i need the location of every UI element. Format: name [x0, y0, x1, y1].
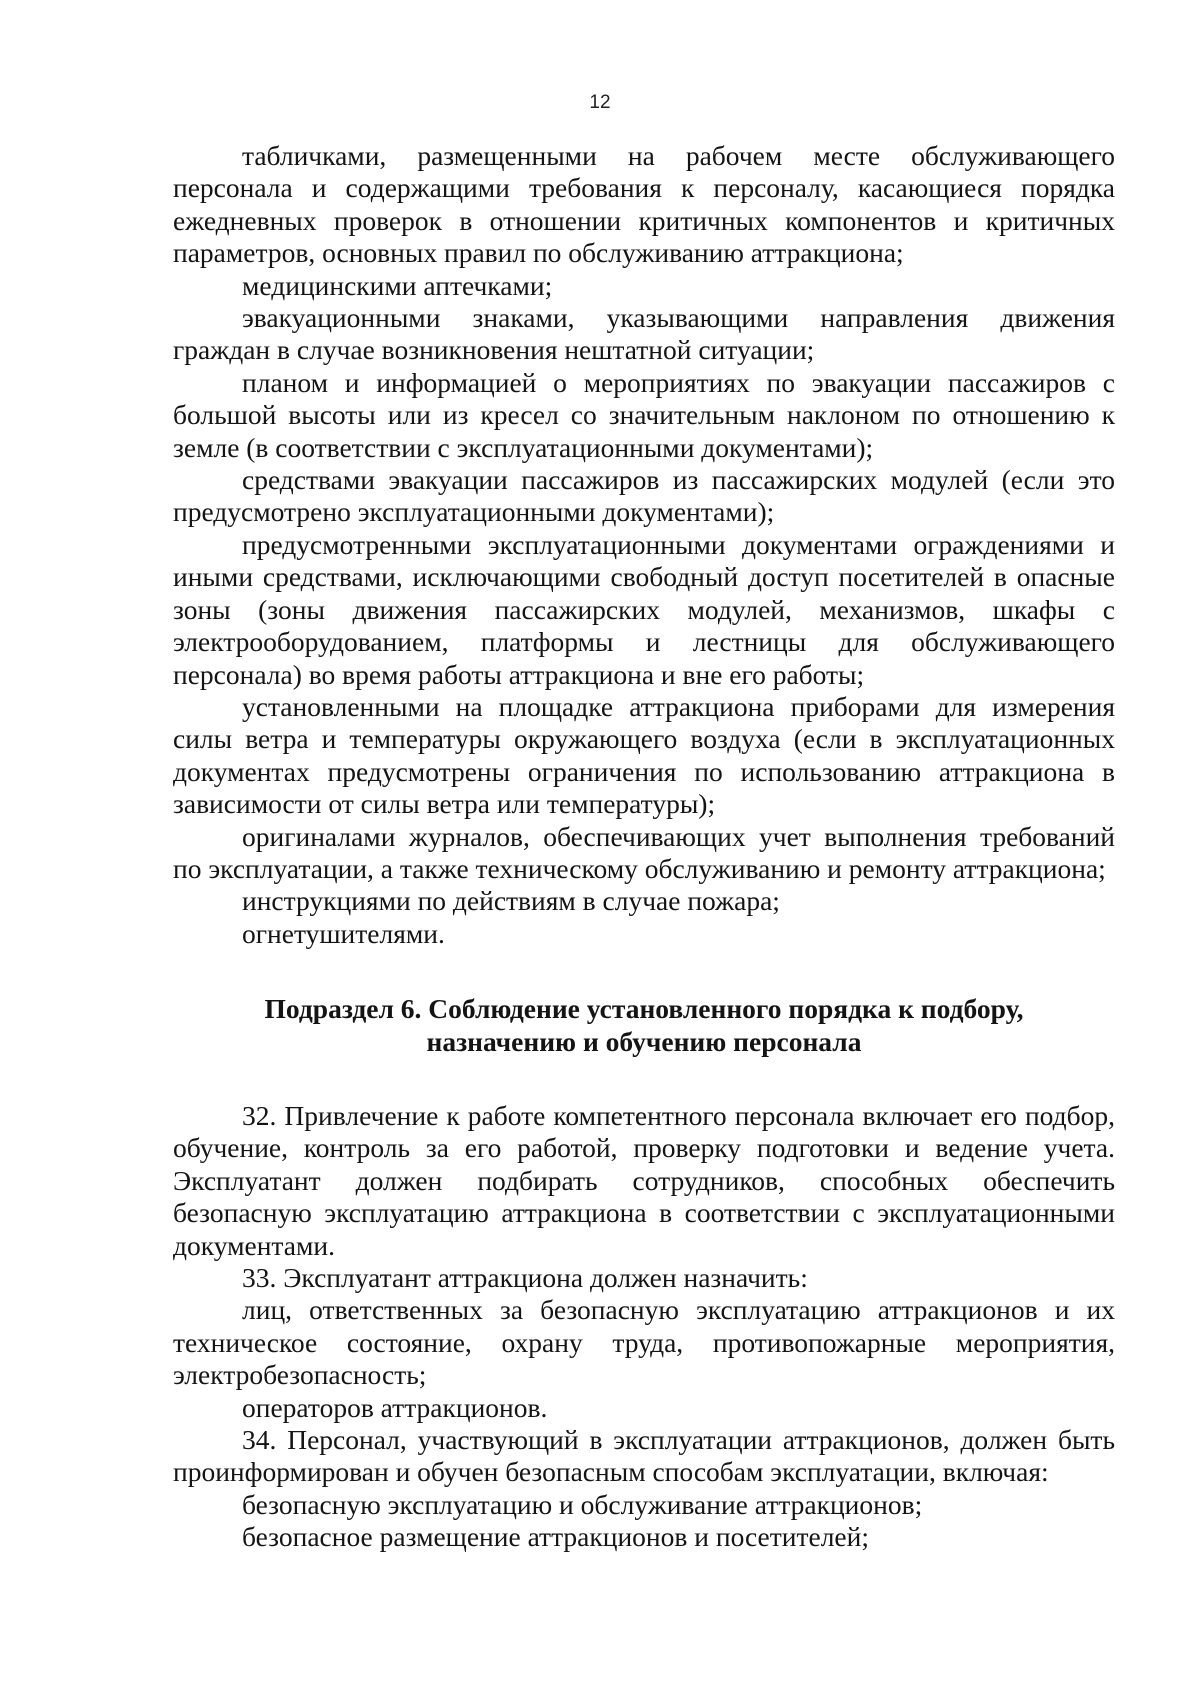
section-heading [173, 993, 1115, 1058]
paragraph: эвакуационными знаками, указывающими направления движения граждан в случае возникновения нештатной ситуации; [173, 302, 1115, 366]
equipment-list [173, 140, 1115, 950]
paragraph: 34. Персонал, участвующий в эксплуатации аттракционов, должен быть проинформирован и обучен безопасным способам эксплуатации, включая: [173, 1424, 1115, 1488]
section-heading-line: назначению и обучению персонала [426, 1025, 862, 1057]
paragraph: безопасное размещение аттракционов и посетителей; [242, 1521, 869, 1553]
paragraph: установленными на площадке аттракциона приборами для измерения силы ветра и температуры окружающего воздуха (если в эксплуатационных документах предусмотрены ограничения по использованию аттракциона в зависимости от силы ветра или температуры); [173, 690, 1115, 820]
paragraph: оригиналами журналов, обеспечивающих учет выполнения требований по эксплуатации, а также техническому обслуживанию и ремонту аттракциона; [173, 820, 1115, 884]
paragraph: инструкциями по действиям в случае пожара; [242, 885, 780, 917]
paragraph: операторов аттракционов. [242, 1391, 548, 1423]
paragraph: планом и информацией о мероприятиях по эвакуации пассажиров с большой высоты или из кресел со значительным наклоном по отношению к земле (в соответствии с эксплуатационными документами); [173, 366, 1115, 463]
paragraph: безопасную эксплуатацию и обслуживание аттракционов; [242, 1488, 923, 1520]
paragraph: предусмотренными эксплуатационными документами ограждениями и иными средствами, исключающими свободный доступ посетителей в опасные зоны (зоны движения пассажирских модулей, механизмов, шкафы с электрооборудованием, платформы и лестницы для обслуживающего персонала) во время работы аттракциона и вне его работы; [173, 528, 1115, 690]
paragraph: средствами эвакуации пассажиров из пассажирских модулей (если это предусмотрено эксплуатационными документами); [173, 464, 1115, 528]
paragraph: огнетушителями. [242, 917, 445, 949]
paragraph: медицинскими аптечками; [242, 269, 553, 301]
paragraph: 32. Привлечение к работе компетентного персонала включает его подбор, обучение, контроль за его работой, проверку подготовки и ведение учета. Эксплуатант должен подбирать сотрудников, способных обеспечить безопасную эксплуатацию аттракциона в соответствии с эксплуатационными документами. [173, 1099, 1115, 1261]
paragraph: лиц, ответственных за безопасную эксплуатацию аттракционов и их техническое состояние, охрану труда, противопожарные мероприятия, электробезопасность; [173, 1294, 1115, 1391]
document-body [173, 140, 1115, 1554]
paragraph: табличками, размещенными на рабочем месте обслуживающего персонала и содержащими требования к персоналу, касающиеся порядка ежедневных проверок в отношении критичных компонентов и критичных параметров, основных правил по обслуживанию аттракциона; [173, 140, 1115, 269]
page-number: 12 [589, 92, 611, 113]
personnel-section [173, 1100, 1115, 1554]
section-heading-line: Подраздел 6. Соблюдение установленного порядка к подбору, [264, 993, 1024, 1025]
paragraph: 33. Эксплуатант аттракциона должен назначить: [242, 1262, 808, 1293]
